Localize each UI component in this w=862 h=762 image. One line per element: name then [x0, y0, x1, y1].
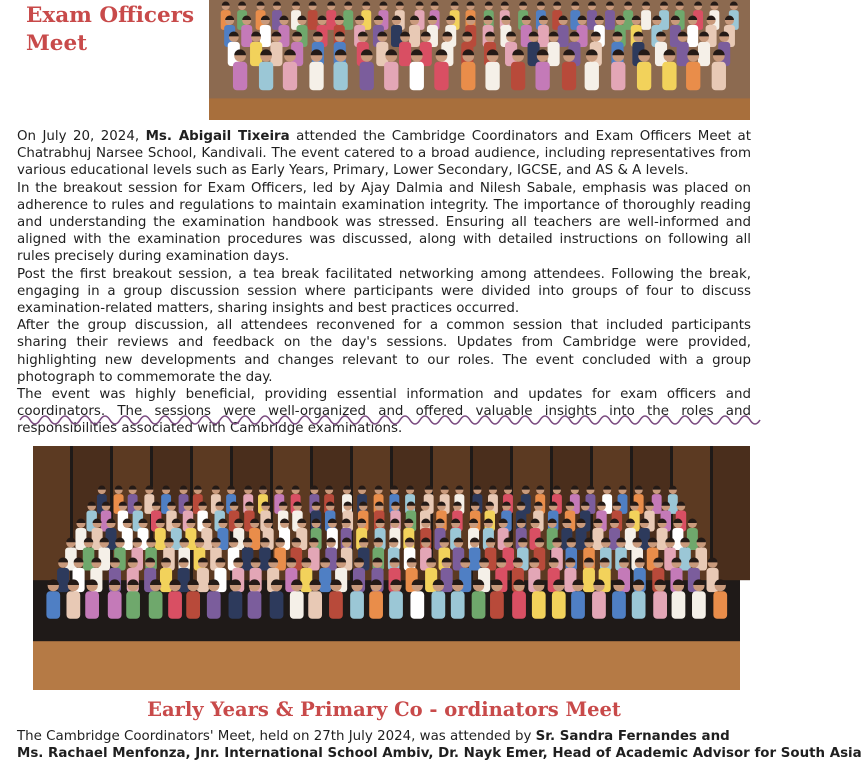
attendee-names: Sr. Sandra Fernandes and	[535, 729, 730, 744]
exam-officers-group-photo	[209, 0, 750, 120]
bottom-intro-text: The Cambridge Coordinators' Meet, held on 27th July 2024, was attended by Sr. Sandra Fernandes and Ms. Rachael Menfonza, Jnr. International School Ambiv, Dr. Nayk Emer, Head of Academic Advisor for South Asia	[17, 729, 862, 762]
early-years-primary-heading: Early Years & Primary Co - ordinators Meet	[147, 698, 621, 721]
paragraph-1: On July 20, 2024, Ms. Abigail Tixeira attended the Cambridge Coordinators and Exam Officers Meet at Chatrabhuj Narsee School, Kandivali. The event catered to a broad audience, including representatives from various educational levels such as Early Years, Primary, Lower Secondary, IGCSE, and AS & A levels.	[17, 129, 751, 179]
coordinators-group-photo	[33, 446, 740, 690]
paragraph-5: The event was highly beneficial, providing essential information and updates for exam officers and coordinators. The sessions were well-organized and offered valuable insights into the roles and responsibilities associated with Cambridge examinations.	[17, 387, 751, 437]
wavy-divider	[20, 409, 750, 431]
article-body	[17, 128, 751, 438]
paragraph-2: In the breakout session for Exam Officers, led by Ajay Dalmia and Nilesh Sabale, emphasis was placed on adherence to rules and regulations to maintain examination integrity. The importance of thoroughly reading and understanding the examination handbook was stressed. Ensuring all teachers are well-informed and aligned with the examination procedures was discussed, along with detailed instructions on following all rules precisely during examination days.	[17, 180, 751, 265]
intro-line-2: Ms. Rachael Menfonza, Jnr. International School Ambiv, Dr. Nayk Emer, Head of Academic Advisor for South Asia	[17, 746, 862, 762]
heading-line-1: Exam Officers	[26, 3, 195, 28]
paragraph-4: After the group discussion, all attendees reconvened for a common session that included participants sharing their reviews and feedback on the day's sessions. Updates from Cambridge were provided, highlighting new developments and changes relevant to our roles. The event concluded with a group photograph to commemorate the day.	[17, 318, 751, 385]
paragraph-3: Post the first breakout session, a tea break facilitated networking among attendees. Following the break, engaging in a group discussion session where participants were divided into groups of four to discuss examination-related matters, sharing insights and best practices occurred.	[17, 266, 751, 317]
heading-line-2: Meet	[26, 31, 88, 56]
exam-officers-heading	[26, 2, 194, 58]
attendee-name: Ms. Abigail Tixeira	[145, 129, 290, 144]
